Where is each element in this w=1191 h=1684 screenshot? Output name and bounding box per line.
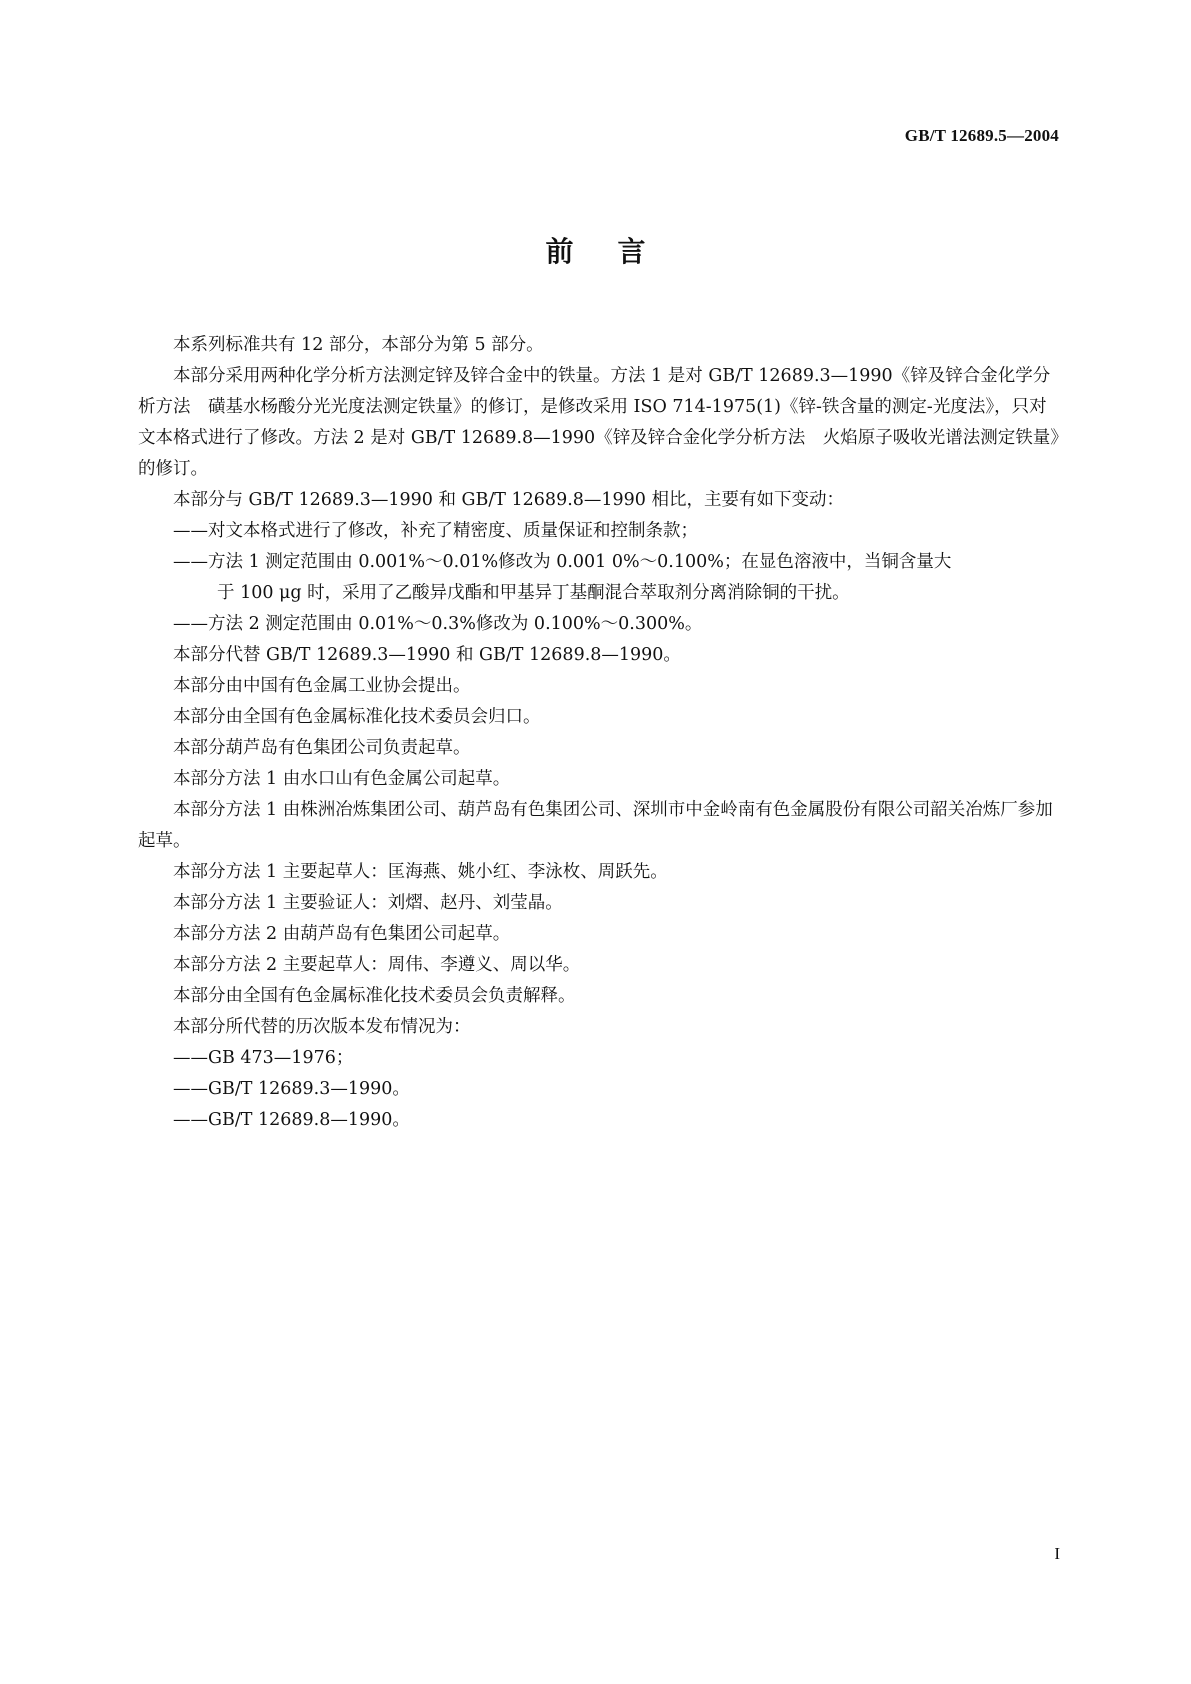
page-number: I (1054, 1544, 1060, 1563)
history-item: ——GB 473—1976； (173, 1048, 354, 1068)
change-item-method1-line2: 于 100 μg 时，采用了乙酸异戊酯和甲基异丁基酮混合萃取剂分离消除铜的干扰。 (217, 583, 850, 603)
change-item-method1 (138, 547, 1060, 609)
statement-method1-drafters: 本部分方法 1 主要起草人：匡海燕、姚小红、李泳枚、周跃先。 (173, 862, 668, 882)
change-item-method1-line1: ——方法 1 测定范围由 0.001%～0.01%修改为 0.001 0%～0.100%；在显色溶液中，当铜含量大 (173, 552, 952, 572)
statement-interpreted-by: 本部分由全国有色金属标准化技术委员会负责解释。 (173, 986, 576, 1006)
foreword-body (138, 330, 1060, 1136)
statement-method2-drafters: 本部分方法 2 主要起草人：周伟、李遵义、周以华。 (173, 955, 581, 975)
page-title: 前言 (545, 235, 690, 268)
statement-method2-drafted-by: 本部分方法 2 由葫芦岛有色集团公司起草。 (173, 924, 511, 944)
paragraph-methods: 本部分采用两种化学分析方法测定锌及锌合金中的铁量。方法 1 是对 GB/T 12689.3—1990《锌及锌合金化学分析方法 磺基水杨酸分光光度法测定铁量》的修订，是修改采用 ISO 714-1975(1)《锌-铁含量的测定-光度法》，只对文本格式进行了修改。方法 2 是对 GB/T 12689.8—1990《锌及锌合金化学分析方法 火焰原子吸收光谱法测定铁量》的修订。 (138, 366, 1059, 479)
change-item-format: ——对文本格式进行了修改，补充了精密度、质量保证和控制条款； (173, 521, 698, 541)
paragraph-series-count: 本系列标准共有 12 部分，本部分为第 5 部分。 (173, 335, 544, 355)
statement-drafted-by: 本部分葫芦岛有色集团公司负责起草。 (173, 738, 471, 758)
history-item: ——GB/T 12689.8—1990。 (173, 1110, 410, 1130)
paragraph-comparison: 本部分与 GB/T 12689.3—1990 和 GB/T 12689.8—1990 相比，主要有如下变动： (173, 490, 844, 510)
statement-method1-verifiers: 本部分方法 1 主要验证人：刘熠、赵丹、刘莹晶。 (173, 893, 563, 913)
change-item-method2: ——方法 2 测定范围由 0.01%～0.3%修改为 0.100%～0.300%。 (173, 614, 703, 634)
statement-method1-drafted-by: 本部分方法 1 由水口山有色金属公司起草。 (173, 769, 511, 789)
statement-replaces: 本部分代替 GB/T 12689.3—1990 和 GB/T 12689.8—1990。 (173, 645, 681, 665)
statement-method1-participants: 本部分方法 1 由株洲冶炼集团公司、葫芦岛有色集团公司、深圳市中金岭南有色金属股份有限公司韶关冶炼厂参加起草。 (138, 800, 1053, 851)
history-item: ——GB/T 12689.3—1990。 (173, 1079, 410, 1099)
statement-proposed-by: 本部分由中国有色金属工业协会提出。 (173, 676, 471, 696)
statement-centralized-by: 本部分由全国有色金属标准化技术委员会归口。 (173, 707, 541, 727)
statement-history-intro: 本部分所代替的历次版本发布情况为： (173, 1017, 471, 1037)
standard-code: GB/T 12689.5—2004 (904, 126, 1059, 145)
